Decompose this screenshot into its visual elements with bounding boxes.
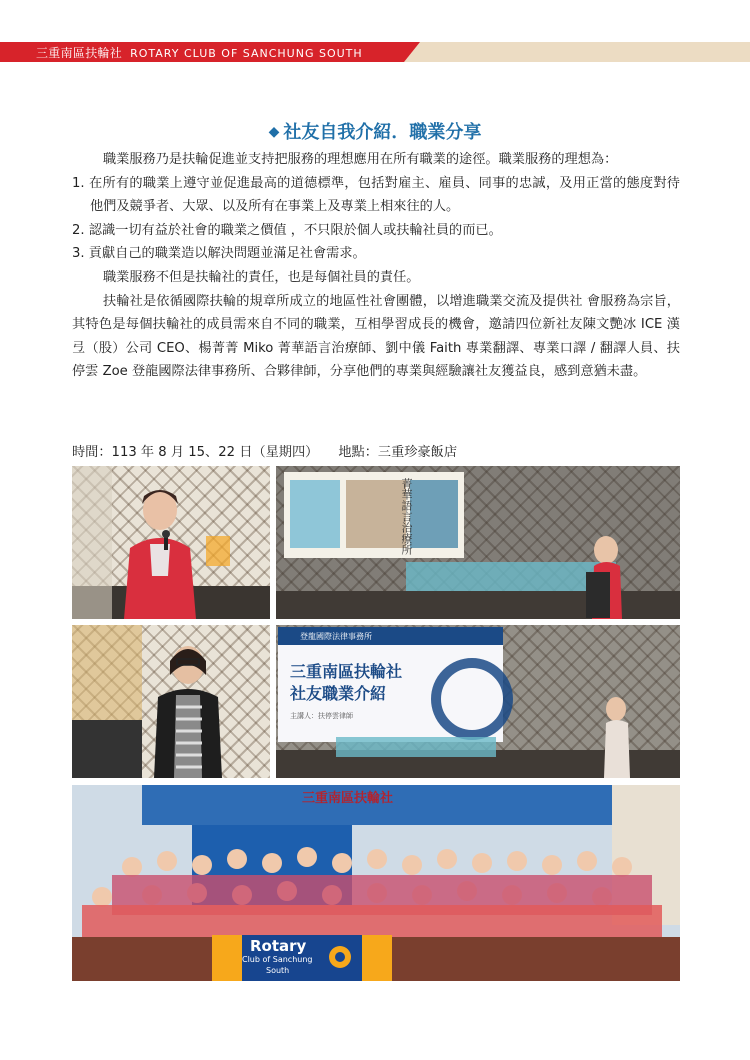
- rotary-banner-logo-text: Rotary: [250, 937, 307, 955]
- header-text: [36, 44, 363, 61]
- photo-presentation-screen: [276, 466, 680, 619]
- screen-title-club: 三重南區扶輪社: [290, 662, 403, 681]
- event-meta: [72, 441, 457, 460]
- paragraph-intro: 職業服務乃是扶輪促進並支持把服務的理想應用在所有職業的途徑。職業服務的理想為：: [103, 152, 618, 167]
- photo-group: [72, 785, 680, 981]
- screen-law-firm-header: 登龍國際法律事務所: [300, 632, 372, 641]
- photo-1-illustration: [72, 466, 270, 619]
- event-time: 時間：113 年 8 月 15、22 日（星期四）: [72, 445, 319, 460]
- list-item-1: 1. 在所有的職業上遵守並促進最高的道德標準，包括對雇主、雇員、同事的忠誠，及用正當的態度對待他們及競爭者、大眾、以及所有在事業上及專業上相來往的人。: [72, 175, 680, 215]
- screen-speaker: 主講人：扶停雲律師: [290, 712, 353, 720]
- header-gold-band: [420, 42, 750, 62]
- list-item-2: 2. 認識一切有益於社會的職業之價值 ，不只限於個人或扶輪社員的而已。: [72, 222, 502, 238]
- screen-title-intro: 社友職業介紹: [290, 684, 387, 703]
- photo-5-illustration: [72, 785, 680, 981]
- paragraph-responsibility: 職業服務不但是扶輪社的責任，也是每個社員的責任。: [103, 269, 420, 285]
- photo-law-firm-slide: [276, 625, 680, 778]
- header-band: [0, 42, 750, 62]
- photo-2-illustration: [276, 466, 680, 619]
- paragraph-club: 扶輪社是依循國際扶輪的規章所成立的地區性社會團體，以增進職業交流及提供社 會服務為宗旨，其特色是每個扶輪社的成員需來自不同的職業，互相學習成長的機會，邀請四位新社友陳文艷冰 ICE 漢弖（股）公司 CEO、楊菁菁 Miko 菁華語言治療師、劉中儀 Faith 專業翻譯、專業口譯 / 翻譯人員、扶停雲 Zoe 登龍國際法律事務所、合夥律師，分享他們的專業與經驗讓社友獲益良，感到意猶未盡。: [72, 293, 680, 380]
- photo-3-illustration: [72, 625, 270, 778]
- photo-speaker-red-jacket: [72, 466, 270, 619]
- rotary-banner-club-line2: South: [266, 966, 290, 975]
- club-name-en: ROTARY CLUB OF SANCHUNG SOUTH: [130, 47, 363, 60]
- screen-clinic-name: 菁華語言治療所: [400, 478, 413, 555]
- rotary-banner-club-line1: Club of Sanchung: [242, 955, 313, 964]
- page-title: [0, 118, 750, 144]
- club-name-zh: 三重南區扶輪社: [36, 46, 123, 60]
- list-item-3: 3. 貢獻自己的職業造以解決問題並滿足社會需求。: [72, 246, 366, 262]
- banner-club-name: 三重南區扶輪社: [302, 791, 394, 806]
- diamond-icon: ◆: [268, 124, 280, 140]
- photo-woman-standing: [72, 625, 270, 778]
- page-title-text: 社友自我介紹．職業分享: [283, 122, 482, 143]
- event-place: 地點：三重珍豪飯店: [338, 445, 458, 460]
- article-body: [72, 148, 680, 384]
